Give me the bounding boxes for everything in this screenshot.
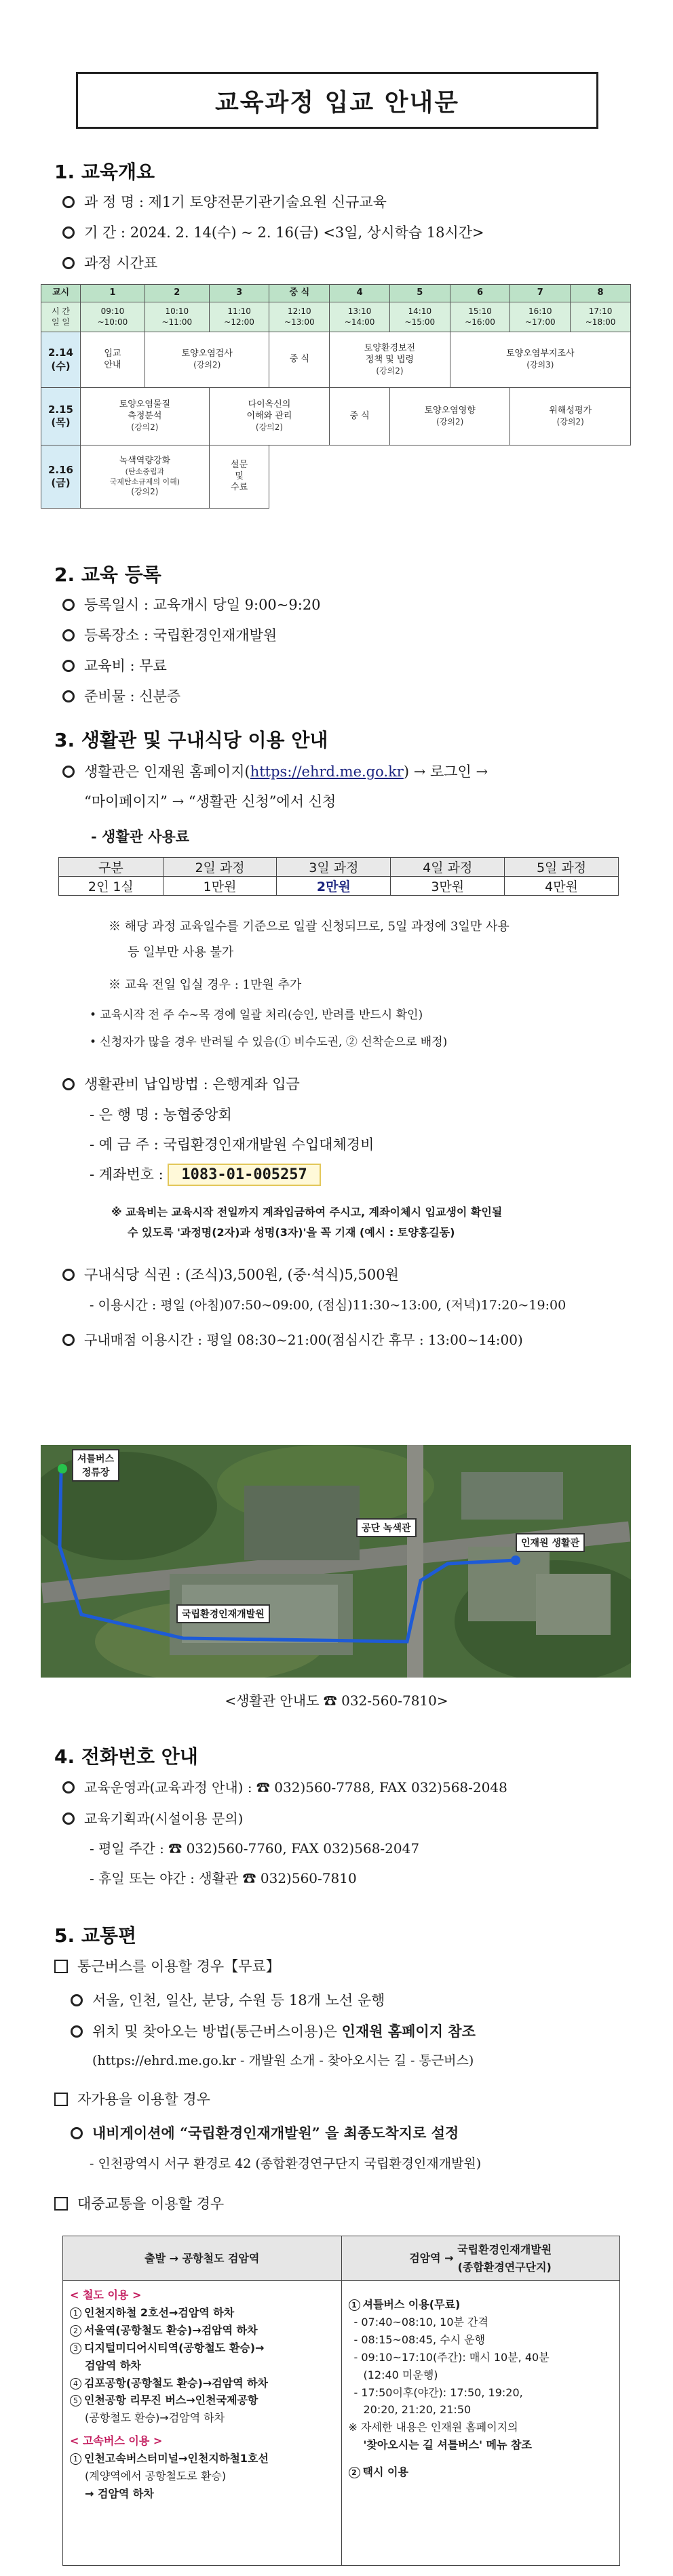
section-5-heading: 5. 교통편 xyxy=(54,1924,137,1947)
ring-bullet-icon xyxy=(62,1269,75,1281)
taxi-item: 2 택시 이용 xyxy=(349,2463,613,2481)
period-line: 기 간 : 2024. 2. 14(수) ~ 2. 16(금) <3일, 상시학습 18시간> xyxy=(62,222,484,242)
aerial-map-graphic xyxy=(41,1445,631,1678)
course-name-line: 과 정 명 : 제1기 토양전문기관기술요원 신규교육 xyxy=(62,191,387,212)
list-item: 5 인천공항 리무진 버스→인천국제공항 xyxy=(70,2392,334,2409)
homepage-link[interactable]: https://ehrd.me.go.kr xyxy=(250,764,404,780)
list-item: 1 인천지하철 2호선→검암역 하차 xyxy=(70,2304,334,2322)
note-1: ※ 해당 과정 교육일수를 기준으로 일괄 신청되므로, 5일 과정에 3일만 사용 xyxy=(109,919,509,934)
period-header: 교시 xyxy=(41,285,81,302)
shuttle-heading: 1 셔틀버스 이용(무료) xyxy=(349,2296,613,2314)
list-item: 4 김포공항(공항철도 환승)→검암역 하차 xyxy=(70,2375,334,2392)
ring-bullet-icon xyxy=(62,1078,75,1090)
schedule-row: 2.15 (목) 토양오염물질 측정분석 (강의2) 다이옥신의 이해와 관리 (강의2) 중 식 토양오염영향 (강의2) 위해성평가 (강의2) xyxy=(41,388,631,445)
schedule-row: 2.16 (금) 녹색역량강화 (탄소중립과 국제탄소규제의 이해) (강의2) 설문 및 수료 xyxy=(41,445,631,509)
list-item: 3 디지털미디어시티역(공항철도 환승)→ xyxy=(70,2339,334,2357)
map-label-institute: 국립환경인재개발원 xyxy=(176,1604,270,1623)
list-item: 2 서울역(공항철도 환승)→검암역 하차 xyxy=(70,2322,334,2339)
ring-bullet-icon xyxy=(62,766,75,778)
note-3: ※ 교육비는 교육시작 전일까지 계좌입금하여 주시고, 계좌이체시 입교생이 확인될 xyxy=(111,1206,503,1218)
section-1-heading: 1. 교육개요 xyxy=(54,161,155,183)
bank-name: - 은 행 명 : 농협중앙회 xyxy=(90,1107,232,1123)
ring-bullet-icon xyxy=(62,1812,75,1825)
square-bullet-icon xyxy=(54,1960,68,1973)
dorm-apply-line: 생활관은 인재원 홈페이지(https://ehrd.me.go.kr) → 로그인 → xyxy=(62,761,488,781)
map-caption: <생활관 안내도 ☎ 032-560-7810> xyxy=(225,1692,448,1709)
store-hours: 구내매점 이용시간 : 평일 08:30~21:00(점심시간 휴무 : 13:00~14:00) xyxy=(62,1329,523,1349)
section-2-heading: 2. 교육 등록 xyxy=(54,563,161,586)
account-number: 1083-01-005257 xyxy=(168,1164,320,1186)
fee-title: - 생활관 사용료 xyxy=(91,828,190,845)
car-heading: 자가용을 이용할 경우 xyxy=(54,2088,210,2109)
ring-bullet-icon xyxy=(62,1334,75,1346)
square-bullet-icon xyxy=(54,2197,68,2211)
ring-bullet-icon xyxy=(62,226,75,239)
list-item: 등록장소 : 국립환경인재개발원 xyxy=(62,625,277,645)
night-phone: - 휴일 또는 야간 : 생활관 ☎ 032)560-7810 xyxy=(90,1870,357,1886)
list-item: 1 인천고속버스터미널→인천지하철1호선 xyxy=(70,2450,334,2468)
ring-bullet-icon xyxy=(62,196,75,208)
bus-heading: < 고속버스 이용 > xyxy=(70,2434,163,2448)
campus-map-image xyxy=(41,1445,631,1678)
dorm-fee-table: 구분 2일 과정 3일 과정 4일 과정 5일 과정 2인 1실 1만원 2만원 3만원 4만원 xyxy=(58,857,619,896)
list-item: 교육비 : 무료 xyxy=(62,655,167,675)
ring-bullet-icon xyxy=(62,1781,75,1794)
schedule-label: 과정 시간표 xyxy=(62,252,157,273)
schedule-table: 교시 1 2 3 중 식 4 5 6 7 8 시 간 일 일 09:10 ~10:00 10:10 ~11:00 11:10 ~12:00 12:10 ~13:00 13:10 ~14:00 14:10 ~15:00 15:10 ~16:00 16:10 ~17:00 17:10 ~18:00 2.14 (수) 입교 안내 토양오염검사 (강의2) 중 식 토양환경보전 정책 및 법령 (강의2) 토양오염부지조사 (강의3) 2.15 (목) 토양오염물질 측정분석 (강의2) 다이옥신의 이해와 관리 (강의2) 중 식 토양오염영향 (강의2) 위해성평가 (강의2) 2.16 (금) 녹색역량강화 (탄소중립과 국제탄소규제의 이해) (강의2) 설문 및 수료 xyxy=(41,284,631,509)
bullet-1: • 교육시작 전 주 수~목 경에 일괄 처리(승인, 반려를 반드시 확인) xyxy=(90,1008,423,1022)
note-2: ※ 교육 전일 입실 경우 : 1만원 추가 xyxy=(109,978,302,992)
public-transit-heading: 대중교통을 이용할 경우 xyxy=(54,2193,224,2213)
public-transit-table: 출발 → 공항철도 검암역 검암역 → 국립환경인재개발원 (종합환경연구단지) < 철도 이용 > 1 인천지하철 2호선→검암역 하차 2 서울역(공항철도 환승)→검암역 하차 3 디지털미디어시티역(공항철도 환승)→ 검암역 하차 4 김포공항(공항철도 환승)→검암역 하차 5 인천공항 리무진 버스→인천국제공항 (공항철도 환승)→검암역 하차 < 고속버스 이용 > 1 인천고속버스터미널→인천지하철1호선 (계양역에서 공항철도로 환승) → 검암역 하차 1 셔틀버스 이용(무료) - 07:40~08:10, 10분 간격 - 08:15~08:45, 수시 운행 - 09:10~17:10(주간): 매시 10분, 40분 (12:40 미운행) - 17:50이후(야간): 17:50, 19:20, 20:20, 21:20, 21:50 ※ 자세한 내용은 인재원 홈페이지의 '찾아오시는 길 셔틀버스' 메뉴 참조 2 택시 이용 xyxy=(62,2236,620,2566)
ring-bullet-icon xyxy=(71,2127,83,2139)
commute-path: (https://ehrd.me.go.kr - 개발원 소개 - 찾아오시는 길 - 통근버스) xyxy=(92,2053,474,2068)
account-holder: - 예 금 주 : 국립환경인재개발원 수입대체경비 xyxy=(90,1136,374,1153)
square-bullet-icon xyxy=(54,2093,68,2106)
ring-bullet-icon xyxy=(62,629,75,641)
edu-ops-phone: 교육운영과(교육과정 안내) : ☎ 032)560-7788, FAX 032)568-2048 xyxy=(62,1777,507,1796)
commute-bus-heading: 통근버스를 이용할 경우【무료】 xyxy=(54,1956,280,1976)
payment-method: 생활관비 납입방법 : 은행계좌 입금 xyxy=(62,1073,300,1094)
page-title: 교육과정 입교 안내문 xyxy=(76,72,598,129)
weekday-phone: - 평일 주간 : ☎ 032)560-7760, FAX 032)568-2047 xyxy=(90,1840,420,1857)
map-label-shuttle-stop: 셔틀버스 정류장 xyxy=(72,1449,119,1482)
ring-bullet-icon xyxy=(62,257,75,269)
note-1b: 등 일부만 사용 불가 xyxy=(128,945,234,959)
map-label-green-hall: 공단 녹색관 xyxy=(356,1518,417,1537)
schedule-row: 2.14 (수) 입교 안내 토양오염검사 (강의2) 중 식 토양환경보전 정책 및 법령 (강의2) 토양오염부지조사 (강의3) xyxy=(41,332,631,388)
dorm-apply-line-2: “마이페이지” → “생활관 신청”에서 신청 xyxy=(84,793,336,810)
section-4-heading: 4. 전화번호 안내 xyxy=(54,1745,198,1768)
canteen-hours: - 이용시간 : 평일 (아침)07:50~09:00, (점심)11:30~13:00, (저녁)17:20~19:00 xyxy=(90,1298,566,1313)
list-item: 등록일시 : 교육개시 당일 9:00~9:20 xyxy=(62,594,321,614)
account-line: - 계좌번호 : 1083-01-005257 xyxy=(90,1164,321,1186)
note-3b: 수 있도록 '과정명(2자)과 성명(3자)'을 꼭 기재 (예시 : 토양홍길동) xyxy=(128,1226,455,1239)
table-row: 2인 1실 1만원 2만원 3만원 4만원 xyxy=(59,877,619,896)
edu-plan-phone: 교육기획과(시설이용 문의) xyxy=(62,1808,243,1827)
commute-routes: 서울, 인천, 일산, 분당, 수원 등 18개 노선 운행 xyxy=(71,1989,385,2010)
rail-heading: < 철도 이용 > xyxy=(70,2288,142,2301)
ring-bullet-icon xyxy=(71,2025,83,2038)
map-label-dormitory: 인재원 생활관 xyxy=(516,1533,585,1552)
address: - 인천광역시 서구 환경로 42 (종합환경연구단지 국립환경인재개발원) xyxy=(90,2156,482,2171)
bullet-2: • 신청자가 많을 경우 반려될 수 있음(① 비수도권, ② 선착순으로 배정) xyxy=(90,1035,448,1049)
canteen-ticket: 구내식당 식권 : (조식)3,500원, (중·석식)5,500원 xyxy=(62,1264,399,1284)
navigation-setting: 내비게이션에 “국립환경인재개발원” 을 최종도착지로 설정 xyxy=(71,2122,459,2143)
ring-bullet-icon xyxy=(62,599,75,611)
commute-info: 위치 및 찾아오는 방법(통근버스이용)은 인재원 홈페이지 참조 xyxy=(71,2021,476,2041)
section-3-heading: 3. 생활관 및 구내식당 이용 안내 xyxy=(54,729,328,751)
ring-bullet-icon xyxy=(71,1994,83,2006)
ring-bullet-icon xyxy=(62,690,75,702)
list-item: 준비물 : 신분증 xyxy=(62,686,180,706)
ring-bullet-icon xyxy=(62,660,75,672)
